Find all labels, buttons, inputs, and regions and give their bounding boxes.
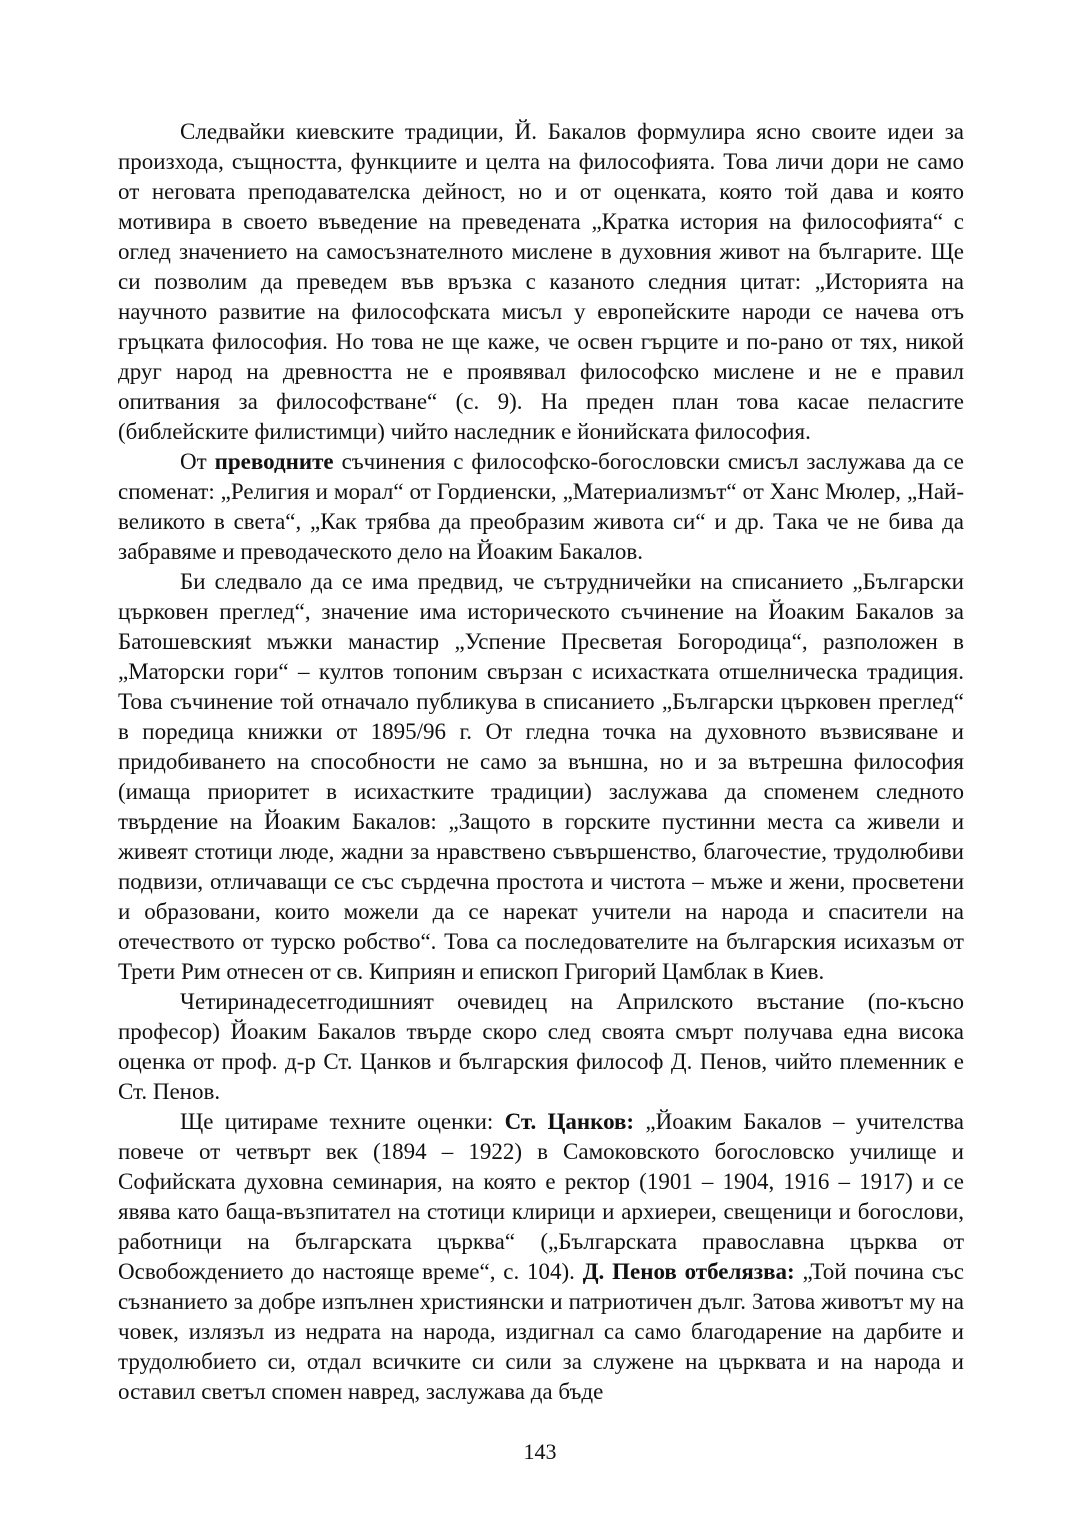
paragraph-5-text-c: „Той почина със съзнанието за добре изпълнен християнски и патриотичен дълг. Затова животът му на човек, излязъл из недрата на народа, издигнал са само благодарение на дарбите и трудолюбието си, отдал всичките си сили за служене на църквата и на народа и оставил светъл спомен навред, заслужава да бъде [118, 1259, 965, 1404]
paragraph-2-bold-term: преводните [214, 449, 334, 474]
paragraph-2-text-b: съчинения с философско-богословски смисъл заслужава да се споменат: „Религия и морал“ от Гордиенски, „Материализмът“ от Ханс Мюлер, „Най-великото в света“, „Как трябва да преобразим живота си“ и др. Така че не бива да забравяме и преводаческото дело на Йоаким Бакалов. [118, 449, 964, 564]
paragraph-3 [118, 567, 964, 987]
paragraph-3-text: Би следвало да се има предвид, че сътрудничейки на списанието „Български църковен преглед“, значение има историческото съчинение на Йоаким Бакалов за Батошевскияt мъжки манастир „Успение Пресветая Богородица“, разположен в „Маторски гори“ – култов топоним свързан с исихастката отшелническа традиция. Това съчинение той отначало публикува в списанието „Български църковен преглед“ в поредица книжки от 1895/96 г. От гледна точка на духовното възвисяване и придобиването на способности не само за външна, но и за вътрешна философия (имаща приоритет в исихастките традиции) заслужава да споменем следното твърдение на Йоаким Бакалов: „Защото в горските пустинни места са живели и живеят стотици люде, жадни за нравствено съвършенство, благочестие, трудолюбиви подвизи, отличаващи се със сърдечна простота и чистота – мъже и жени, просветени и образовани, които можели да се нарекат учители на народа и спасители на отечеството от турско робство“. Това са последователите на българския исихазъм от Трети Рим отнесен от св. Киприян и епископ Григорий Цамблак в Киев. [118, 569, 964, 984]
paragraph-4 [118, 987, 964, 1107]
paragraph-5 [118, 1107, 964, 1407]
paragraph-5-text-b: „Йоаким Бакалов – учителства повече от четвърт век (1894 – 1922) в Самоковското богословско училище и Софийската духовна семинария, на която е ректор (1901 – 1904, 1916 – 1917) и се явява като баща-възпитател на стотици клирици и архиереи, свещеници и богослови, работници на българската църква“ („Българската православна църква от Освобождението до настояще време“, с. 104). [118, 1109, 964, 1284]
paragraph-1 [118, 117, 964, 447]
paragraph-5-text-a: Ще цитираме техните оценки: [180, 1109, 505, 1134]
paragraph-2 [118, 447, 964, 567]
paragraph-5-bold-tsankov: Ст. Цанков: [504, 1109, 635, 1134]
page-number: 143 [523, 1439, 557, 1464]
paragraph-1-text: Следвайки киевските традиции, Й. Бакалов формулира ясно своите идеи за произхода, същността, функциите и целта на философията. Това личи дори не само от неговата преподавателска дейност, но и от оценката, която той дава и която мотивира в своето въведение на преведената „Кратка история на философията“ с оглед значението на самосъзнателното мислене в духовния живот на българите. Ще си позволим да преведем във връзка с казаното следния цитат: „Историята на научното развитие на философската мисъл у европейските народи се начева отъ гръцката философия. Но това не ще каже, че освен гърците и по-рано от тях, никой друг народ на древността не е проявявал философско мислене и не е правил опитвания за философстване“ (с. 9). На преден план това касае пеласгите (библейските филистимци) чийто наследник е йонийската философия. [118, 119, 964, 444]
paragraph-2-text-a: От [180, 449, 215, 474]
paragraph-5-bold-penov: Д. Пенов отбелязва: [582, 1259, 795, 1284]
body-text [118, 117, 964, 1407]
paragraph-4-text: Четиринадесетгодишният очевидец на Априлското въстание (по-късно професор) Йоаким Бакалов твърде скоро след своята смърт получава една висока оценка от проф. д-р Ст. Цанков и българския философ Д. Пенов, чийто племенник е Ст. Пенов. [118, 989, 964, 1104]
